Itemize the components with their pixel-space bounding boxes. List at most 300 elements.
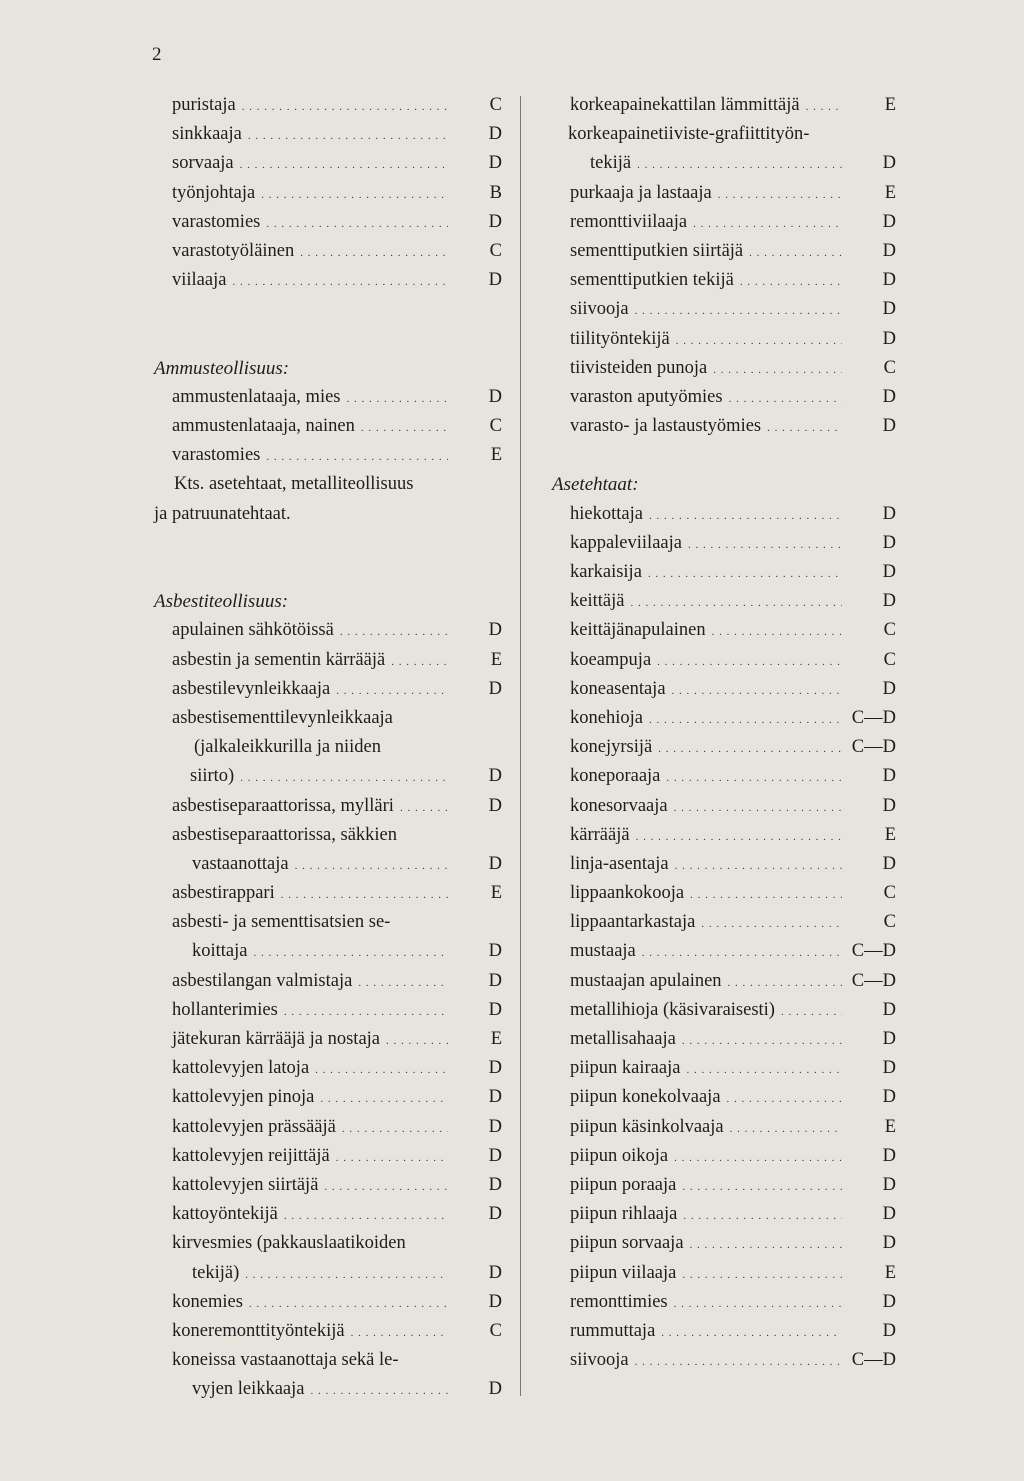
wage-class: D [882,386,896,407]
occupation-entry [548,1171,896,1200]
occupation-entry [548,500,896,529]
occupation-name: kattolevyjen reijittäjä [172,1145,330,1166]
entry-continuation-line: korkeapainetiiviste-grafiittityön- [568,124,810,145]
occupation-entry [150,1113,502,1142]
wage-class: D [488,941,502,962]
wage-class: D [882,1291,896,1312]
dot-leader [284,996,448,1027]
spacer [150,529,502,558]
occupation-entry [548,237,896,266]
occupation-name: hollanterimies [172,999,278,1020]
entry-continuation-line: Kts. asetehtaat, metalliteollisuus [174,474,414,495]
occupation-entry [548,1346,896,1375]
wage-class: D [488,1204,502,1225]
occupation-name: sementtiputkien siirtäjä [570,240,744,261]
occupation-name: kattolevyjen pinoja [172,1087,315,1108]
occupation-entry [548,266,896,295]
occupation-name: varaston aputyömies [570,386,723,407]
dot-leader [642,937,842,968]
wage-class: D [882,999,896,1020]
wage-class: D [882,795,896,816]
wage-class: D [882,503,896,524]
occupation-name: piipun viilaaja [570,1262,677,1283]
occupation-name: karkaisija [570,562,642,582]
occupation-name: asbestilangan valmistaja [172,970,353,991]
occupation-name: tiilityöntekijä [570,328,670,349]
dot-leader [637,149,842,180]
occupation-entry [548,1229,896,1258]
entry-continuation-line: (jalkaleikkurilla ja niiden [194,737,381,758]
dot-leader [672,675,842,706]
dot-leader [358,967,448,998]
wage-class: D [882,211,896,232]
wage-class: D [882,532,896,553]
wage-class: D [882,1320,896,1341]
right-column [548,91,896,1375]
wage-class: D [882,1204,896,1225]
page-number: 2 [152,44,162,65]
wage-class: E [884,824,896,845]
dot-leader [342,1113,448,1144]
dot-leader [240,762,448,793]
wage-class: C—D [851,1350,896,1371]
entry-continuation-line: asbestisementtilevynleikkaaja [172,707,393,728]
occupation-name: tiivisteiden punoja [570,357,708,378]
occupation-name: puristaja [172,95,236,115]
dot-leader [324,1171,448,1202]
occupation-name: asbestiseparaattorissa, mylläri [172,795,394,816]
dot-leader [730,1113,842,1144]
occupation-name: kattolevyjen prässääjä [172,1116,336,1137]
occupation-entry [548,616,896,645]
dot-leader [351,1317,448,1348]
wage-class: D [882,416,896,437]
occupation-entry [150,1142,502,1171]
occupation-name: purkaaja ja lastaaja [570,182,712,203]
dot-leader [340,616,448,647]
occupation-entry [150,91,502,120]
section-heading: Asbestiteollisuus: [154,591,289,613]
dot-leader [666,762,842,793]
wage-class: C—D [851,941,896,962]
occupation-name: koeampuja [570,649,652,670]
occupation-name: piipun sorvaaja [570,1233,684,1254]
dot-leader [281,879,448,910]
dot-leader [391,646,448,677]
wage-class: C [883,620,896,641]
occupation-entry [150,792,502,821]
wage-class: D [488,1058,502,1079]
wage-class: D [882,299,896,320]
occupation-entry [548,1083,896,1112]
occupation-name: konejyrsijä [570,737,653,758]
wage-class: D [488,1087,502,1108]
dot-leader [315,1054,448,1085]
occupation-entry [548,1259,896,1288]
occupation-entry [548,1113,896,1142]
occupation-name: varasto- ja lastaustyömies [570,416,762,437]
occupation-name: konesorvaaja [570,795,668,816]
wage-class: D [488,1262,502,1283]
occupation-name: vastaanottaja [192,853,289,874]
occupation-entry [150,149,502,178]
occupation-name: sorvaaja [172,153,234,174]
occupation-entry [150,1054,502,1083]
occupation-entry [548,937,896,966]
dot-leader [713,354,842,385]
dot-leader [242,91,448,122]
dot-leader [712,616,842,647]
occupation-entry [150,1375,502,1404]
occupation-name: piipun rihlaaja [570,1204,678,1225]
wage-class: D [488,153,502,174]
dot-leader [253,937,448,968]
occupation-name: asbestin ja sementin kärrääjä [172,649,386,670]
occupation-entry [150,1317,502,1346]
occupation-name: koneasentaja [570,678,666,699]
occupation-name: siivooja [570,1350,629,1371]
occupation-name: metallisahaaja [570,1029,676,1049]
wage-class: D [882,1145,896,1166]
occupation-name: viilaaja [172,270,227,291]
occupation-name: kärrääjä [570,824,630,845]
dot-leader [336,1142,448,1173]
occupation-name: kattoyöntekijä [172,1204,278,1225]
occupation-entry [150,937,502,966]
entry-continuation-line: koneissa vastaanottaja sekä le- [172,1350,399,1371]
dot-leader [682,1259,842,1290]
dot-leader [635,1346,842,1377]
occupation-entry [548,1142,896,1171]
occupation-name: metallihioja (käsivaraisesti) [570,999,775,1020]
occupation-name: keittäjänapulainen [570,620,706,641]
wage-class: D [488,1291,502,1312]
occupation-name: tekijä [590,153,632,174]
wage-class: D [488,211,502,232]
occupation-entry [150,1259,502,1288]
occupation-entry [548,821,896,850]
dot-leader [806,91,842,122]
wage-class: D [882,1174,896,1195]
occupation-entry [548,558,896,587]
dot-leader [682,1171,842,1202]
occupation-name: jätekuran kärrääjä ja nostaja [172,1029,381,1049]
wage-class: D [882,153,896,174]
entry-continuation-line: asbestiseparaattorissa, säkkien [172,824,398,845]
dot-leader [249,1288,448,1319]
wage-class: D [488,766,502,787]
occupation-name: hiekottaja [570,503,643,524]
dot-leader [300,237,448,268]
wage-class: D [488,795,502,816]
occupation-name: piipun konekolvaaja [570,1087,721,1108]
occupation-entry [548,412,896,441]
dot-leader [676,325,842,356]
occupation-entry [150,879,502,908]
occupation-name: mustaaja [570,941,636,962]
left-column [150,91,502,1404]
wage-class: D [488,678,502,699]
dot-leader [232,266,448,297]
dot-leader [749,237,842,268]
occupation-name: tekijä) [192,1262,240,1283]
occupation-entry [150,383,502,412]
dot-leader [248,120,448,151]
occupation-entry [548,675,896,704]
wage-class: C—D [851,970,896,991]
occupation-entry [150,266,502,295]
dot-leader [386,1025,448,1056]
occupation-entry [548,383,896,412]
wage-class: E [884,182,896,203]
occupation-entry [548,529,896,558]
wage-class: D [488,853,502,874]
entry-continuation-line: ja patruunatehtaat. [154,503,291,524]
wage-class: D [882,1233,896,1254]
dot-leader [718,179,842,210]
wage-class: D [488,999,502,1020]
wage-class: D [882,591,896,612]
occupation-name: konemies [172,1291,243,1312]
occupation-entry [150,179,502,208]
wage-class: E [490,445,502,466]
dot-leader [361,412,448,443]
wage-class: D [882,1087,896,1108]
wage-class: C [489,1320,502,1341]
occupation-entry [548,646,896,675]
entry-continuation-line: asbesti- ja sementtisatsien se- [172,912,391,933]
wage-class: C [489,240,502,261]
dot-leader [635,295,842,326]
occupation-name: koneporaaja [570,766,661,787]
wage-class: D [882,853,896,874]
occupation-entry [548,792,896,821]
occupation-entry [548,1317,896,1346]
spacer [548,441,896,470]
dot-leader [636,821,842,852]
occupation-entry [548,179,896,208]
wage-class: D [882,678,896,699]
wage-class: E [884,95,896,115]
dot-leader [674,1288,842,1319]
wage-class: D [488,620,502,641]
spacer [150,295,502,324]
occupation-name: piipun oikoja [570,1145,669,1166]
dot-leader [661,1317,842,1348]
occupation-entry [150,1083,502,1112]
wage-class: D [882,1058,896,1079]
occupation-entry [548,704,896,733]
wage-class: C [883,912,896,933]
occupation-entry [548,208,896,237]
wage-class: D [882,240,896,261]
wage-class: B [489,182,502,203]
occupation-entry [150,646,502,675]
occupation-name: mustaajan apulainen [570,970,722,991]
wage-class: C [883,649,896,670]
wage-class: D [882,562,896,582]
wage-class: C [489,95,502,115]
section-heading: Asetehtaat: [552,474,639,496]
occupation-name: lippaankokooja [570,883,685,904]
dot-leader [295,850,448,881]
dot-leader [690,879,842,910]
wage-class: D [882,270,896,291]
occupation-name: piipun kairaaja [570,1058,681,1079]
dot-leader [675,850,842,881]
wage-class: E [490,1029,502,1049]
entry-continuation-line: kirvesmies (pakkauslaatikoiden [172,1233,406,1254]
occupation-entry [150,675,502,704]
wage-class: D [488,1174,502,1195]
occupation-name: sementtiputkien tekijä [570,270,734,291]
dot-leader [674,792,842,823]
occupation-name: työnjohtaja [172,182,256,203]
occupation-name: siivooja [570,299,629,320]
occupation-entry [548,587,896,616]
wage-class: C—D [851,707,896,728]
wage-class: D [488,1116,502,1137]
dot-leader [648,558,842,589]
occupation-entry [548,1025,896,1054]
occupation-name: varastomies [172,211,261,232]
wage-class: C—D [851,737,896,758]
dot-leader [347,383,449,414]
occupation-name: lippaantarkastaja [570,912,696,933]
dot-leader [320,1083,448,1114]
occupation-name: varastomies [172,445,261,466]
dot-leader [336,675,448,706]
occupation-entry [150,762,502,791]
occupation-entry [150,1288,502,1317]
wage-class: E [490,649,502,670]
occupation-entry [150,237,502,266]
dot-leader [781,996,842,1027]
occupation-entry [150,850,502,879]
wage-class: D [488,270,502,291]
dot-leader [682,1025,842,1056]
occupation-name: vyjen leikkaaja [192,1379,305,1400]
occupation-entry [548,733,896,762]
dot-leader [657,646,842,677]
occupation-name: koneremonttityöntekijä [172,1320,345,1341]
wage-class: D [882,1029,896,1049]
occupation-entry [150,1025,502,1054]
wage-class: E [884,1262,896,1283]
occupation-name: piipun poraaja [570,1174,677,1195]
dot-leader [649,704,842,735]
dot-leader [266,208,448,239]
dot-leader [284,1200,448,1231]
occupation-entry [150,616,502,645]
wage-class: D [488,1379,502,1400]
occupation-name: siirto) [190,766,235,787]
wage-class: D [488,386,502,407]
dot-leader [261,179,448,210]
occupation-name: remonttiviilaaja [570,211,688,232]
occupation-name: piipun käsinkolvaaja [570,1116,724,1137]
dot-leader [701,908,842,939]
occupation-entry [548,295,896,324]
dot-leader [400,792,448,823]
dot-leader [727,1083,842,1114]
dot-leader [630,587,842,618]
dot-leader [649,500,842,531]
wage-class: E [884,1116,896,1137]
occupation-name: varastotyöläinen [172,240,295,261]
occupation-entry [150,120,502,149]
occupation-name: keittäjä [570,591,625,612]
occupation-name: rummuttaja [570,1320,656,1341]
occupation-entry [548,325,896,354]
dot-leader [240,149,448,180]
dot-leader [245,1259,448,1290]
occupation-entry [548,91,896,120]
occupation-entry [150,412,502,441]
column-divider [520,96,521,1396]
occupation-entry [548,149,896,178]
dot-leader [311,1375,449,1406]
occupation-name: konehioja [570,707,643,728]
occupation-entry [150,1171,502,1200]
spacer [150,325,502,354]
occupation-entry [548,762,896,791]
occupation-entry [548,1288,896,1317]
occupation-entry [548,1054,896,1083]
wage-class: D [882,766,896,787]
occupation-entry [548,967,896,996]
dot-leader [688,529,842,560]
wage-class: D [488,124,502,145]
occupation-entry [150,441,502,470]
wage-class: D [882,328,896,349]
dot-leader [683,1200,842,1231]
wage-class: D [488,970,502,991]
occupation-name: apulainen sähkötöissä [172,620,334,641]
occupation-entry [548,908,896,937]
occupation-entry [548,850,896,879]
occupation-entry [548,879,896,908]
occupation-name: korkeapainekattilan lämmittäjä [570,95,800,115]
dot-leader [658,733,842,764]
occupation-name: asbestirappari [172,883,275,904]
occupation-name: kappaleviilaaja [570,532,682,553]
occupation-entry [548,354,896,383]
occupation-name: sinkkaaja [172,124,242,145]
occupation-entry [150,996,502,1025]
dot-leader [740,266,842,297]
occupation-name: koittaja [192,941,248,962]
occupation-entry [150,967,502,996]
occupation-name: ammustenlataaja, mies [172,386,341,407]
occupation-name: kattolevyjen siirtäjä [172,1174,319,1195]
wage-class: D [488,1145,502,1166]
wage-class: C [883,357,896,378]
dot-leader [767,412,842,443]
wage-class: C [489,416,502,437]
spacer [150,558,502,587]
occupation-entry [150,1200,502,1229]
occupation-entry [548,1200,896,1229]
occupation-entry [548,996,896,1025]
occupation-name: linja-asentaja [570,853,669,874]
occupation-name: asbestilevynleikkaaja [172,678,331,699]
dot-leader [728,967,842,998]
dot-leader [693,208,842,239]
dot-leader [729,383,842,414]
dot-leader [690,1229,842,1260]
occupation-name: remonttimies [570,1291,668,1312]
